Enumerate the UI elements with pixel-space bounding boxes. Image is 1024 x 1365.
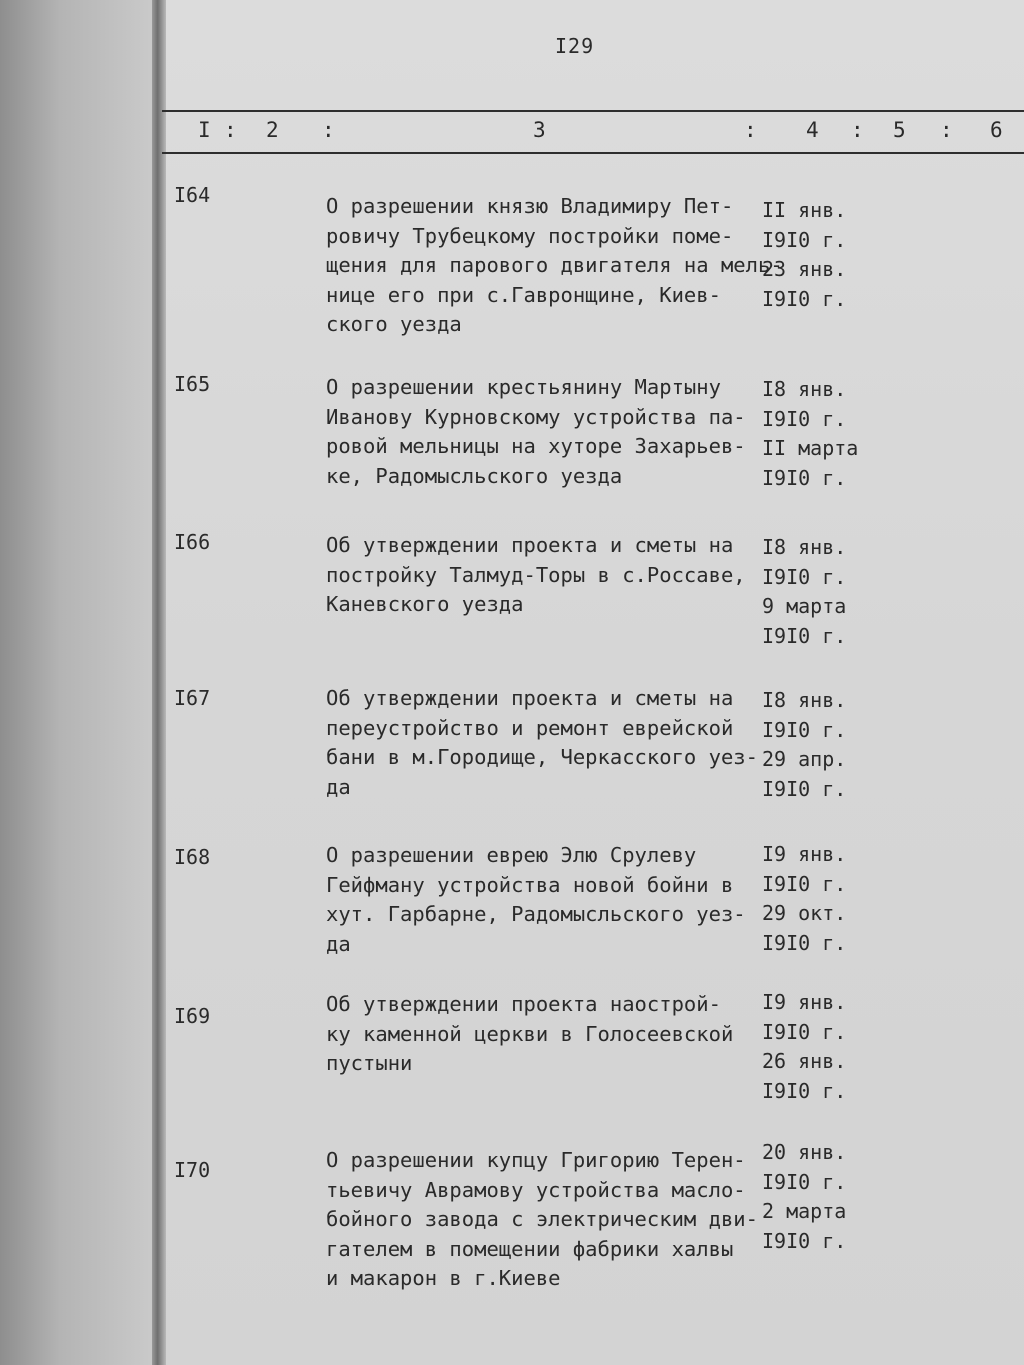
title-line: ку каменной церкви в Голосеевской	[326, 1021, 734, 1046]
title-line: Об утверждении проекта и сметы на	[326, 533, 734, 557]
title-line: ровичу Трубецкому постройки поме-	[326, 223, 734, 248]
header-col-1: I	[198, 118, 211, 142]
header-col-3: 3	[533, 118, 546, 142]
date-line: I9I0 г.	[762, 406, 847, 431]
date-line: I9I0 г.	[762, 564, 847, 589]
title-line: постройку Талмуд-Торы в с.Россаве,	[326, 562, 746, 587]
date-line: II марта	[762, 436, 859, 460]
title-line: Каневского уезда	[326, 592, 524, 616]
entry-title	[326, 373, 766, 491]
book-gutter	[152, 0, 166, 1365]
date-line: I8 янв.	[762, 535, 847, 559]
date-line: 9 марта	[762, 594, 847, 618]
entry-dates	[762, 375, 858, 493]
title-line: О разрешении князю Владимиру Пет-	[326, 194, 734, 218]
title-line: гателем в помещении фабрики халвы	[326, 1236, 734, 1261]
entry-title	[326, 1146, 766, 1294]
title-line: пустыни	[326, 1051, 413, 1075]
header-separator: :	[940, 118, 953, 142]
header-bottom-rule	[162, 152, 1024, 154]
date-line: 2 марта	[762, 1199, 847, 1223]
entry-dates	[762, 686, 846, 804]
entry-number: I67	[174, 686, 211, 710]
header-col-4: 4	[806, 118, 819, 142]
date-line: I8 янв.	[762, 688, 847, 712]
title-line: Об утверждении проекта и сметы на	[326, 686, 734, 710]
date-line: I9I0 г.	[762, 1169, 847, 1194]
title-line: и макарон в г.Киеве	[326, 1266, 561, 1290]
date-line: I9I0 г.	[762, 1228, 847, 1253]
title-line: да	[326, 774, 351, 799]
date-line: I9 янв.	[762, 842, 847, 866]
entry-title	[326, 531, 766, 620]
date-line: II янв.	[762, 198, 847, 222]
title-line: Иванову Курновскому устройства па-	[326, 404, 746, 429]
title-line: бойного завода с электрическим дви-	[326, 1207, 758, 1231]
title-line: хут. Гарбарне, Радомысльского уез-	[326, 902, 746, 926]
title-line: щения для парового двигателя на мель-	[326, 253, 783, 277]
date-line: 26 янв.	[762, 1049, 847, 1073]
title-line: нице его при с.Гавронщине, Киев-	[326, 282, 721, 307]
entry-number: I68	[174, 845, 211, 869]
entry-number: I69	[174, 1004, 211, 1028]
left-page-edge	[0, 0, 158, 1365]
entry-number: I64	[174, 183, 211, 207]
date-line: I9I0 г.	[762, 871, 847, 896]
entry-dates	[762, 196, 846, 314]
date-line: 29 апр.	[762, 747, 847, 771]
title-line: О разрешении крестьянину Мартыну	[326, 375, 721, 399]
entry-dates	[762, 988, 846, 1106]
entry-title	[326, 990, 766, 1079]
title-line: О разрешении еврею Элю Срулеву	[326, 843, 697, 867]
date-line: 29 окт.	[762, 901, 847, 925]
title-line: тьевичу Аврамову устройства масло-	[326, 1177, 746, 1202]
entry-number: I66	[174, 530, 211, 554]
title-line: да	[326, 931, 351, 956]
entry-dates	[762, 533, 846, 651]
entry-dates	[762, 840, 846, 958]
header-separator: :	[224, 118, 237, 142]
title-line: ровой мельницы на хуторе Захарьев-	[326, 434, 746, 458]
title-line: ского уезда	[326, 312, 462, 336]
date-line: I9 янв.	[762, 990, 847, 1014]
date-line: I9I0 г.	[762, 227, 847, 252]
date-line: I9I0 г.	[762, 465, 847, 490]
header-separator: :	[322, 118, 335, 142]
date-line: I9I0 г.	[762, 623, 847, 648]
title-line: О разрешении купцу Григорию Терен-	[326, 1148, 746, 1172]
header-separator: :	[744, 118, 757, 142]
date-line: I9I0 г.	[762, 717, 847, 742]
entry-title	[326, 841, 766, 959]
header-col-5: 5	[893, 118, 906, 142]
entry-title	[326, 684, 766, 802]
entry-title	[326, 192, 783, 340]
date-line: I9I0 г.	[762, 930, 847, 955]
title-line: бани в м.Городище, Черкасского уез-	[326, 745, 758, 769]
entry-number: I65	[174, 372, 211, 396]
header-top-rule	[162, 110, 1024, 112]
date-line: I9I0 г.	[762, 1019, 847, 1044]
date-line: I9I0 г.	[762, 1078, 847, 1103]
title-line: переустройство и ремонт еврейской	[326, 715, 734, 740]
date-line: I9I0 г.	[762, 286, 847, 311]
header-col-6: 6	[990, 118, 1003, 142]
entry-dates	[762, 1138, 846, 1256]
title-line: Об утверждении проекта наострой-	[326, 992, 721, 1016]
title-line: ке, Радомысльского уезда	[326, 463, 623, 488]
header-separator: :	[851, 118, 864, 142]
entry-number: I70	[174, 1158, 211, 1182]
date-line: I9I0 г.	[762, 776, 847, 801]
title-line: Гейфману устройства новой бойни в	[326, 872, 734, 897]
date-line: 20 янв.	[762, 1140, 847, 1164]
page-number: I29	[555, 34, 595, 58]
header-col-2: 2	[266, 118, 279, 142]
date-line: 23 янв.	[762, 257, 847, 281]
date-line: I8 янв.	[762, 377, 847, 401]
